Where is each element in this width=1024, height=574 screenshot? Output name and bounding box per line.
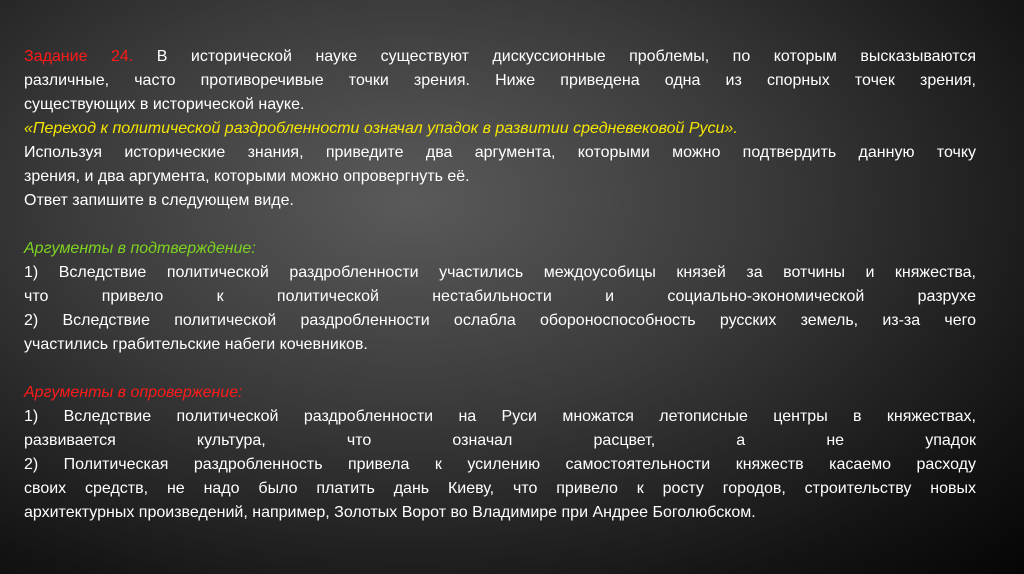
confirm-heading: Аргументы в подтверждение: [24, 240, 256, 257]
refute-argument-2-line-1: 2) Политическая раздробленность привела к усилению самостоятельности княжеств касаемо расходу [24, 456, 976, 473]
refute-argument-2-line-2: своих средств, не надо было платить дань Киеву, что привело к росту городов, строительству новых [24, 480, 976, 497]
confirm-argument-2-line-2: участились грабительские набеги кочевников. [24, 336, 368, 353]
task-intro-line-1 [24, 45, 976, 69]
task-intro-line-2: различные, часто противоречивые точки зрения. Ниже приведена одна из спорных точек зрения, [24, 72, 976, 89]
slide-content [24, 45, 976, 525]
confirm-argument-1-line-1: 1) Вследствие политической раздробленности участились междоусобицы князей за вотчины и княжества, [24, 264, 976, 281]
task-label: Задание 24. [24, 48, 134, 65]
confirm-argument-2-line-1: 2) Вследствие политической раздробленности ослабла обороноспособность русских земель, из-за чего [24, 312, 976, 329]
task-intro-text-1: В исторической науке существуют дискуссионные проблемы, по которым высказываются [156, 48, 977, 65]
quote-statement: «Переход к политической раздробленности означал упадок в развитии средневековой Руси». [24, 120, 738, 137]
refute-argument-2-line-3: архитектурных произведений, например, Золотых Ворот во Владимире при Андрее Боголюбском. [24, 504, 756, 521]
task-instruction-line-2: зрения, и два аргумента, которыми можно опровергнуть её. [24, 168, 470, 185]
task-intro-line-3: существующих в исторической науке. [24, 96, 305, 113]
refute-argument-1-line-2: развивается культура, что означал расцвет, а не упадок [24, 432, 976, 449]
spacer [24, 357, 976, 381]
answer-format-note: Ответ запишите в следующем виде. [24, 192, 294, 209]
confirm-argument-1-line-2: что привело к политической нестабильности и социально-экономической разрухе [24, 288, 976, 305]
spacer [24, 213, 976, 237]
task-instruction-line-1: Используя исторические знания, приведите два аргумента, которыми можно подтвердить данную точку [24, 144, 976, 161]
refute-argument-1-line-1: 1) Вследствие политической раздробленности на Руси множатся летописные центры в княжествах, [24, 408, 976, 425]
refute-heading: Аргументы в опровержение: [24, 384, 243, 401]
